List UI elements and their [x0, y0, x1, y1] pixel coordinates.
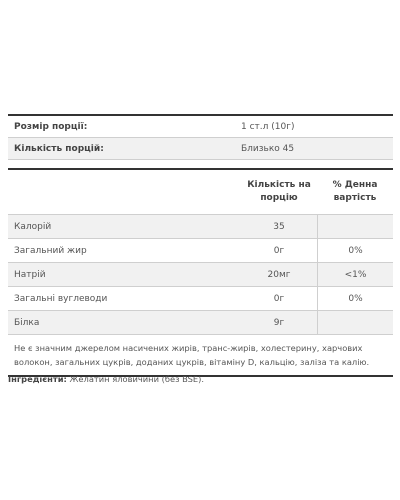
nutrient-name: Загальний жир	[14, 245, 87, 256]
nutrient-row-total-fat	[8, 239, 393, 263]
serving-size-value: 1 ст.л (10г)	[241, 121, 295, 132]
serving-size-row	[8, 116, 393, 138]
nutrient-daily: 0%	[317, 287, 393, 310]
footnote-text: Не є значним джерелом насичених жирів, транс-жирів, холестерину, харчових волокон, загальних цукрів, доданих цукрів, вітаміну D, кальцію, заліза та калію.	[8, 335, 393, 377]
serving-size-label: Розмір порції:	[14, 121, 88, 132]
ingredients-text: Желатин яловичини (без BSE).	[69, 374, 205, 384]
nutrient-name: Загальні вуглеводи	[14, 293, 108, 304]
nutrient-amount: 0г	[273, 293, 285, 304]
nutrients-header-row	[8, 170, 393, 215]
header-blank-cell	[8, 170, 241, 214]
nutrient-amount: 20мг	[267, 269, 291, 280]
nutrient-daily	[317, 311, 393, 334]
nutrient-name: Натрій	[14, 269, 46, 280]
header-amount-per-serving: Кількість на порцію	[247, 180, 311, 203]
nutrient-daily: 0%	[317, 239, 393, 262]
nutrient-row-calories	[8, 215, 393, 239]
nutrient-row-protein	[8, 311, 393, 335]
nutrient-daily	[317, 215, 393, 238]
servings-count-label: Кількість порцій:	[14, 143, 104, 154]
servings-count-value: Близько 45	[241, 143, 295, 154]
nutrient-daily: <1%	[317, 263, 393, 286]
nutrient-row-sodium	[8, 263, 393, 287]
section-divider	[8, 160, 393, 170]
nutrient-name: Білка	[14, 317, 40, 328]
nutrient-amount: 35	[273, 221, 285, 232]
servings-count-row	[8, 138, 393, 160]
nutrient-amount: 0г	[273, 245, 285, 256]
nutrient-row-total-carbs	[8, 287, 393, 311]
nutrition-facts-table	[8, 114, 393, 377]
ingredients-label: Інгредієнти:	[8, 374, 67, 384]
header-daily-value: % Денна вартість	[332, 180, 378, 203]
nutrient-name: Калорій	[14, 221, 52, 232]
ingredients-line	[8, 374, 393, 384]
nutrient-amount: 9г	[273, 317, 285, 328]
